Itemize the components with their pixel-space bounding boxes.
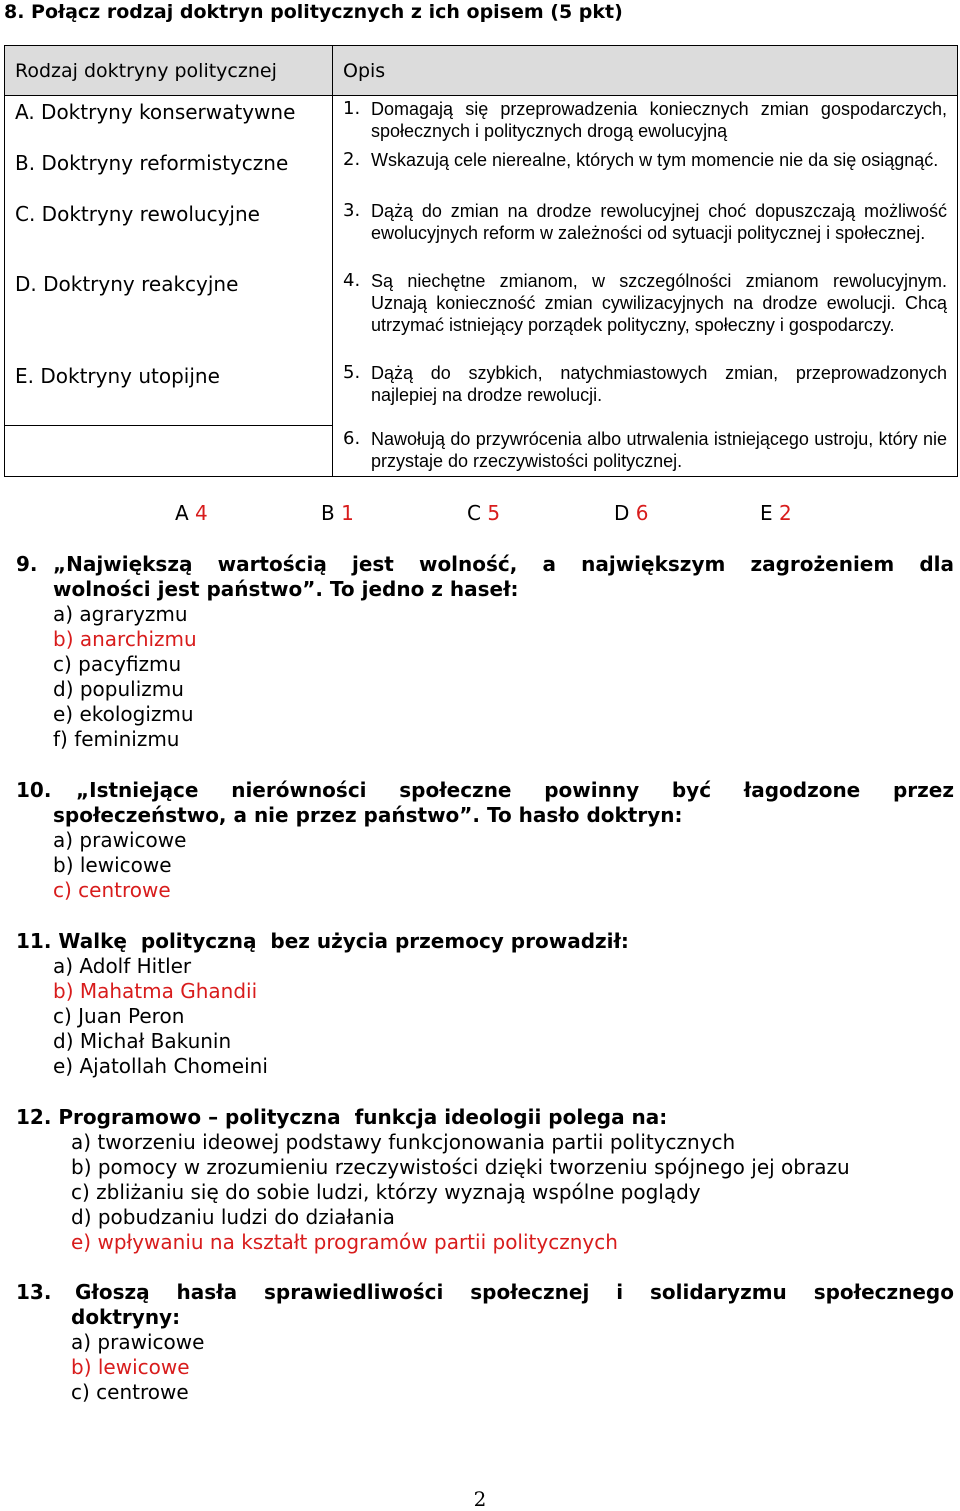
answer-option-correct: b) anarchizmu [53,627,197,651]
answer-option: a) tworzeniu ideowej podstawy funkcjonowania partii politycznych [71,1130,736,1154]
doctrine-type: C. Doktryny rewolucyjne [5,198,333,268]
answer-letter: D [614,501,630,525]
answer-pair [760,501,792,525]
doctrine-type [5,426,333,477]
answer-option: d) Michał Bakunin [53,1029,232,1053]
answer-option: e) ekologizmu [53,702,194,726]
doctrine-description [333,268,958,360]
answer-pair [614,501,649,525]
question-title-line: „Istniejące nierówności społeczne powinny być łagodzone przez [76,778,954,802]
answer-option: c) zbliżaniu się do sobie ludzi, którzy wyznają wspólne poglądy [71,1180,701,1204]
description-number: 1. [343,98,361,119]
doctrine-description [333,147,958,198]
answer-option: f) feminizmu [53,727,180,751]
answer-option: c) centrowe [71,1380,189,1404]
question-number: 13. [16,1280,52,1304]
answer-letter: A [175,501,189,525]
answer-option: a) agraryzmu [53,602,188,626]
question-12-title: 12. Programowo – polityczna funkcja ideologii polega na: [16,1105,668,1129]
description-text: Nawołują do przywrócenia albo utrwalenia istniejącego ustroju, który nie przystaje do rzeczywistości politycznej. [371,428,947,471]
question-title-line: Głoszą hasła sprawiedliwości społecznej i solidaryzmu społecznego [75,1280,954,1304]
table-row [5,96,958,147]
doctrine-description [333,360,958,426]
description-text: Dążą do szybkich, natychmiastowych zmian, przeprowadzonych najlepiej na drodze rewolucji. [371,362,947,405]
question-13 [16,1280,954,1405]
answer-value: 4 [195,501,208,525]
answer-option: e) Ajatollah Chomeini [53,1054,268,1078]
doctrine-description [333,426,958,477]
table-header-row [5,46,958,96]
table-row [5,360,958,426]
description-number: 3. [343,199,361,221]
description-number: 2. [343,148,361,170]
answer-option: a) Adolf Hitler [53,954,192,978]
doctrines-table [4,45,958,477]
table-row [5,147,958,198]
answer-value: 6 [635,501,649,525]
answer-option-correct: b) Mahatma Ghandii [53,979,258,1003]
header-description: Opis [333,46,958,96]
question-title-line: doktryny: [71,1305,181,1329]
question-8-heading: 8. Połącz rodzaj doktryn politycznych z ich opisem (5 pkt) [4,1,623,23]
doctrine-type: D. Doktryny reakcyjne [5,268,333,360]
question-13-title [16,1280,954,1305]
description-number: 4. [343,269,361,291]
description-number: 6. [343,427,361,449]
answer-option: d) pobudzaniu ludzi do działania [71,1205,395,1229]
answer-option: b) pomocy w zrozumieniu rzeczywistości dzięki tworzeniu spójnego jej obrazu [71,1155,850,1179]
doctrine-type: A. Doktryny konserwatywne [5,96,333,147]
answer-option-correct: b) lewicowe [71,1355,190,1379]
answer-letter: C [467,501,481,525]
question-8-answers [0,501,960,529]
answer-value: 2 [779,501,792,525]
question-number: 10. [16,778,52,802]
doctrine-type: E. Doktryny utopijne [5,360,333,426]
answer-letter: E [760,501,773,525]
table-row [5,198,958,268]
description-number: 5. [343,361,361,383]
table-row [5,268,958,360]
answer-letter: B [321,501,335,525]
page-number: 2 [473,1487,487,1511]
question-9 [16,552,954,752]
question-10-title [16,778,954,803]
answer-pair [175,501,208,525]
description-text: Wskazują cele nierealne, których w tym momencie nie da się osiągnąć. [371,149,939,170]
answer-option: a) prawicowe [71,1330,205,1354]
answer-pair [321,501,354,525]
question-title-line: wolności jest państwo”. To jedno z haseł: [53,577,519,601]
answer-option: a) prawicowe [53,828,187,852]
answer-option-correct: e) wpływaniu na kształt programów partii politycznych [71,1230,618,1254]
answer-option: d) populizmu [53,677,184,701]
question-9-title [16,552,954,577]
description-text: Dążą do zmian na drodze rewolucyjnej choć dopuszczają możliwość ewolucyjnych reform w zależności od sytuacji politycznej i społecznej. [371,200,947,243]
question-11-title: 11. Walkę polityczną bez użycia przemocy prowadził: [16,929,629,953]
answer-option: c) pacyfizmu [53,652,182,676]
doctrine-description [333,198,958,268]
description-text: Są niechętne zmianom, w szczególności zmianom rewolucyjnym. Uznają konieczność zmian cywilizacyjnych na drodze ewolucji. Chcą utrzymać istniejący porządek polityczny, społeczny i gospodarczy. [371,270,947,335]
description-text: Domagają się przeprowadzenia koniecznych zmian gospodarczych, społecznych i politycznych drogą ewolucyjną [371,99,947,141]
doctrine-type: B. Doktryny reformistyczne [5,147,333,198]
question-title-line: społeczeństwo, a nie przez państwo”. To hasło doktryn: [53,803,683,827]
answer-option: c) Juan Peron [53,1004,185,1028]
question-number: 9. [16,552,38,576]
question-title-line: „Największą wartością jest wolność, a największym zagrożeniem dla [53,552,954,576]
question-10 [16,778,954,903]
header-doctrine-type: Rodzaj doktryny politycznej [5,46,333,96]
question-12 [16,1105,954,1255]
doctrine-description [333,96,958,147]
answer-option: b) lewicowe [53,853,172,877]
table-row [5,426,958,477]
answer-pair [467,501,500,525]
answer-value: 5 [487,501,501,525]
answer-option-correct: c) centrowe [53,878,171,902]
answer-value: 1 [341,501,354,525]
question-11 [16,929,954,1079]
